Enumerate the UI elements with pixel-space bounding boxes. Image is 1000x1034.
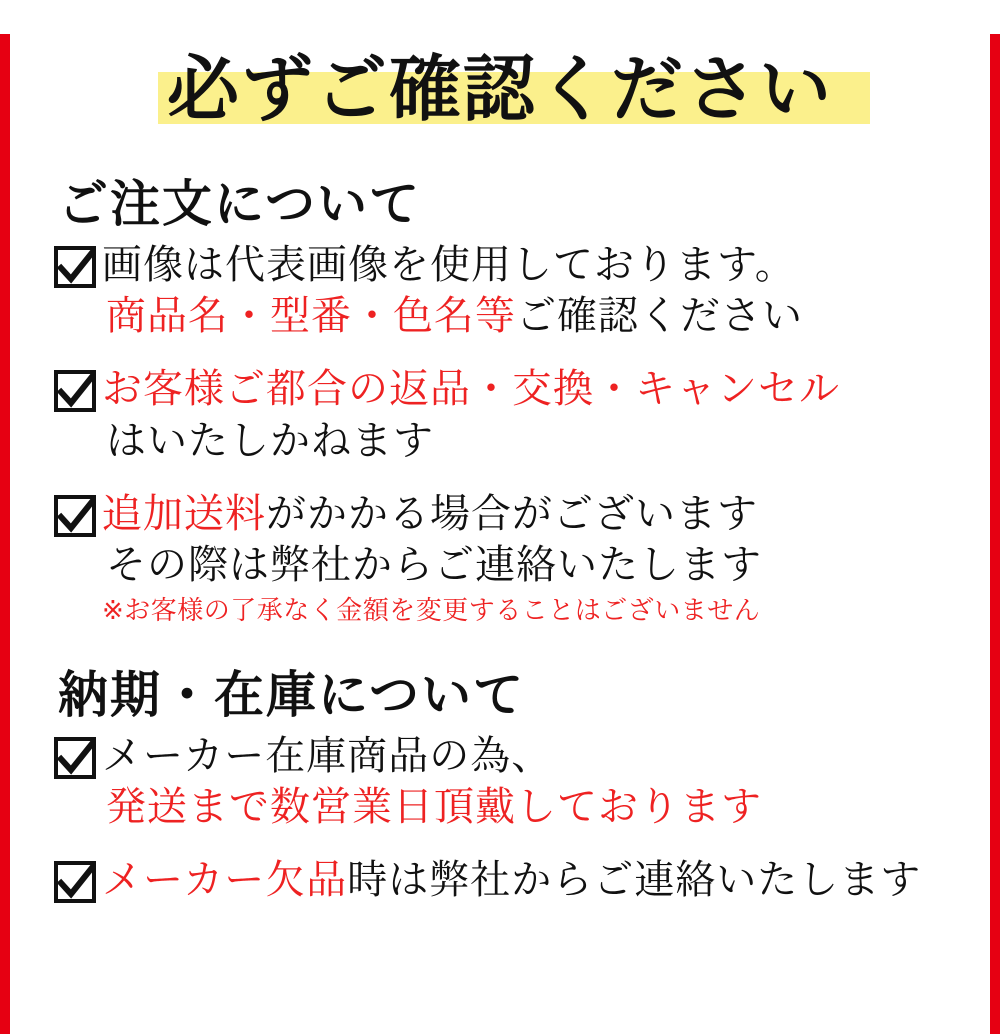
list-item	[54, 489, 954, 629]
page-title-block	[10, 34, 990, 144]
checkbox-checked-icon	[54, 495, 96, 537]
text-line	[102, 240, 954, 291]
text-segment-emphasis: メーカー欠品	[102, 857, 348, 904]
list-item-text	[102, 731, 954, 833]
text-segment-emphasis: お客様ご都合の返品・交換・キャンセル	[102, 366, 840, 413]
text-segment: がかかる場合がございます	[266, 490, 758, 537]
text-line	[102, 855, 954, 906]
text-segment: 画像は代表画像を使用しております。	[102, 242, 796, 288]
text-segment: ご確認ください	[516, 293, 803, 340]
checkbox-checked-icon	[54, 861, 96, 903]
list-item	[54, 364, 954, 466]
list-item	[54, 240, 954, 342]
text-line	[102, 416, 954, 467]
list-item-text	[102, 364, 954, 466]
section-heading-delivery: 納期・在庫について	[58, 665, 525, 724]
text-line	[102, 291, 954, 342]
text-segment-emphasis: 発送まで数営業日頂戴しております	[106, 784, 762, 831]
checkbox-checked-icon	[54, 246, 96, 288]
list-item	[54, 731, 954, 833]
text-segment: 時は弊社からご連絡いたします	[347, 857, 922, 904]
notice-page	[0, 34, 1000, 1034]
text-line	[102, 782, 954, 833]
text-line	[102, 364, 954, 415]
list-item-text	[102, 855, 954, 906]
text-segment: メーカー在庫商品の為、	[102, 732, 553, 779]
text-segment: その際は弊社からご連絡いたします	[106, 541, 762, 588]
notice-content	[10, 174, 990, 906]
text-segment: はいたしかねます	[106, 417, 434, 464]
page-title: 必ずご確認ください	[166, 47, 833, 131]
text-line	[102, 731, 954, 782]
checkbox-checked-icon	[54, 370, 96, 412]
section-heading-orders: ご注文について	[58, 175, 421, 233]
list-item-text	[102, 489, 954, 629]
text-line	[102, 489, 954, 540]
text-line	[102, 540, 954, 591]
list-item-note: ※お客様の了承なく金額を変更することはございません	[102, 596, 761, 627]
list-item-text	[102, 240, 954, 342]
text-segment-emphasis: 追加送料	[102, 490, 266, 537]
text-segment-emphasis: 商品名・型番・色名等	[106, 293, 516, 340]
list-item	[54, 855, 954, 906]
checkbox-checked-icon	[54, 737, 96, 779]
